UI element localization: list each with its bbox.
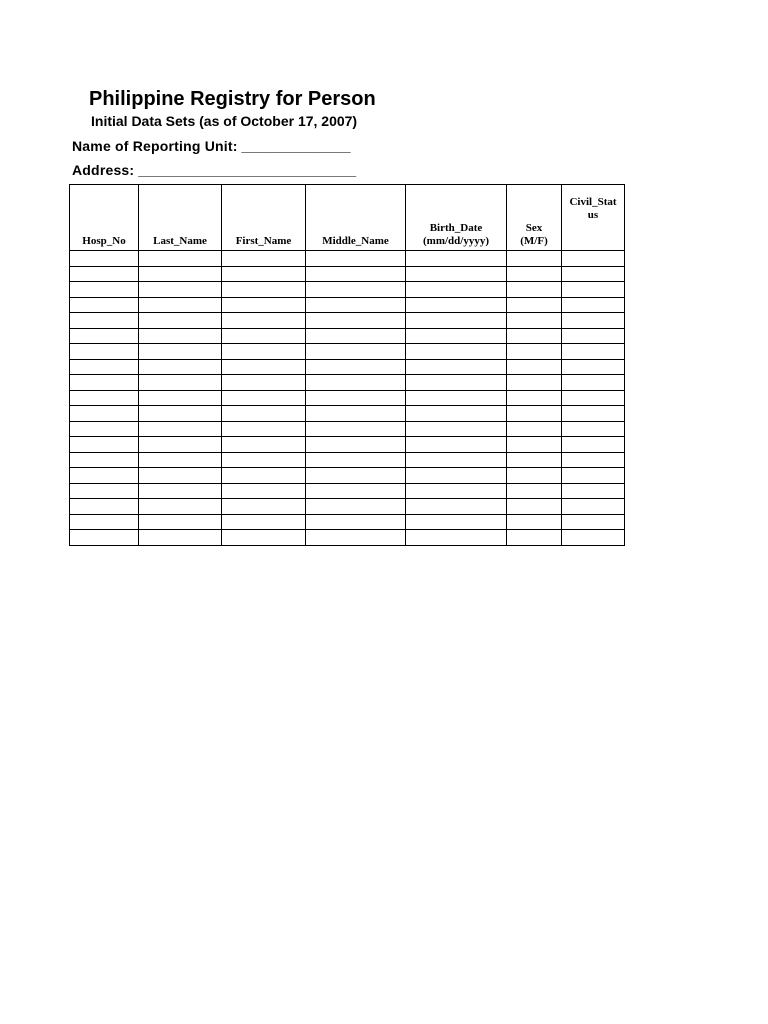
table-cell-birth-date[interactable] [406, 344, 507, 360]
table-row [70, 452, 625, 468]
table-cell-birth-date[interactable] [406, 251, 507, 267]
table-cell-first-name[interactable] [222, 421, 306, 437]
table-cell-sex[interactable] [507, 251, 562, 267]
table-cell-hosp-no[interactable] [70, 375, 139, 391]
table-cell-civil-status[interactable] [562, 313, 625, 329]
table-cell-birth-date[interactable] [406, 530, 507, 546]
table-cell-sex[interactable] [507, 313, 562, 329]
table-cell-first-name[interactable] [222, 483, 306, 499]
reporting-unit-blank: ______________ [241, 138, 351, 154]
table-cell-first-name[interactable] [222, 452, 306, 468]
table-row [70, 499, 625, 515]
table-cell-birth-date[interactable] [406, 297, 507, 313]
table-cell-last-name[interactable] [139, 251, 222, 267]
table-cell-last-name[interactable] [139, 328, 222, 344]
table-cell-civil-status[interactable] [562, 483, 625, 499]
table-cell-first-name[interactable] [222, 251, 306, 267]
column-header-civil-status [562, 185, 625, 251]
table-cell-last-name[interactable] [139, 390, 222, 406]
table-cell-middle-name[interactable] [306, 514, 406, 530]
table-row [70, 266, 625, 282]
table-row [70, 251, 625, 267]
table-cell-last-name[interactable] [139, 452, 222, 468]
column-header-text: Sex [525, 222, 543, 234]
table-cell-hosp-no[interactable] [70, 483, 139, 499]
table-body [70, 251, 625, 546]
table-row [70, 437, 625, 453]
table-cell-civil-status[interactable] [562, 251, 625, 267]
table-cell-birth-date[interactable] [406, 468, 507, 484]
table-row [70, 344, 625, 360]
table-cell-hosp-no[interactable] [70, 313, 139, 329]
table-cell-middle-name[interactable] [306, 344, 406, 360]
column-header-middle-name [306, 185, 406, 251]
column-header-text: Hosp_No [82, 235, 126, 247]
table-cell-hosp-no[interactable] [70, 266, 139, 282]
address-blank: ____________________________ [138, 162, 357, 178]
table-cell-civil-status[interactable] [562, 344, 625, 360]
table-cell-sex[interactable] [507, 437, 562, 453]
table-cell-civil-status[interactable] [562, 328, 625, 344]
table-cell-hosp-no[interactable] [70, 468, 139, 484]
table-cell-last-name[interactable] [139, 297, 222, 313]
table-cell-first-name[interactable] [222, 328, 306, 344]
table-cell-birth-date[interactable] [406, 282, 507, 298]
table-row [70, 406, 625, 422]
table-cell-first-name[interactable] [222, 375, 306, 391]
table-cell-middle-name[interactable] [306, 328, 406, 344]
table-cell-civil-status[interactable] [562, 499, 625, 515]
table-cell-last-name[interactable] [139, 282, 222, 298]
table-cell-birth-date[interactable] [406, 359, 507, 375]
table-cell-hosp-no[interactable] [70, 499, 139, 515]
column-header-subtext: (M/F) [520, 235, 548, 247]
registry-table [69, 184, 625, 546]
table-cell-sex[interactable] [507, 452, 562, 468]
table-cell-birth-date[interactable] [406, 313, 507, 329]
table-cell-sex[interactable] [507, 406, 562, 422]
table-cell-sex[interactable] [507, 375, 562, 391]
table-cell-sex[interactable] [507, 514, 562, 530]
column-header-sex [507, 185, 562, 251]
table-cell-sex[interactable] [507, 297, 562, 313]
table-cell-hosp-no[interactable] [70, 251, 139, 267]
table-cell-first-name[interactable] [222, 437, 306, 453]
table-header-row [70, 185, 625, 251]
table-cell-hosp-no[interactable] [70, 328, 139, 344]
table-cell-civil-status[interactable] [562, 452, 625, 468]
table-cell-first-name[interactable] [222, 406, 306, 422]
table-cell-middle-name[interactable] [306, 406, 406, 422]
table-cell-sex[interactable] [507, 359, 562, 375]
table-cell-hosp-no[interactable] [70, 452, 139, 468]
table-row [70, 313, 625, 329]
table-cell-last-name[interactable] [139, 266, 222, 282]
reporting-unit-label: Name of Reporting Unit: [72, 138, 238, 154]
column-header-hosp-no [70, 185, 139, 251]
table-cell-birth-date[interactable] [406, 328, 507, 344]
table-cell-last-name[interactable] [139, 483, 222, 499]
table-cell-hosp-no[interactable] [70, 297, 139, 313]
table-cell-last-name[interactable] [139, 499, 222, 515]
table-cell-civil-status[interactable] [562, 437, 625, 453]
table-cell-civil-status[interactable] [562, 297, 625, 313]
table-cell-sex[interactable] [507, 344, 562, 360]
table-cell-middle-name[interactable] [306, 468, 406, 484]
table-row [70, 390, 625, 406]
column-header-text: Last_Name [153, 235, 207, 247]
table-cell-sex[interactable] [507, 390, 562, 406]
table-cell-hosp-no[interactable] [70, 421, 139, 437]
table-row [70, 328, 625, 344]
table-cell-sex[interactable] [507, 483, 562, 499]
table-cell-first-name[interactable] [222, 266, 306, 282]
table-cell-middle-name[interactable] [306, 452, 406, 468]
table-cell-sex[interactable] [507, 421, 562, 437]
table-cell-sex[interactable] [507, 530, 562, 546]
document-title: Philippine Registry for Person [89, 88, 376, 110]
table-cell-first-name[interactable] [222, 359, 306, 375]
table-cell-sex[interactable] [507, 266, 562, 282]
table-cell-first-name[interactable] [222, 499, 306, 515]
table-cell-middle-name[interactable] [306, 437, 406, 453]
table-cell-hosp-no[interactable] [70, 390, 139, 406]
table-cell-middle-name[interactable] [306, 282, 406, 298]
table-cell-last-name[interactable] [139, 313, 222, 329]
table-cell-birth-date[interactable] [406, 437, 507, 453]
table-row [70, 530, 625, 546]
table-cell-civil-status[interactable] [562, 375, 625, 391]
table-cell-last-name[interactable] [139, 359, 222, 375]
table-cell-civil-status[interactable] [562, 530, 625, 546]
table-cell-first-name[interactable] [222, 468, 306, 484]
column-header-subtext: us [587, 209, 599, 221]
table-cell-sex[interactable] [507, 328, 562, 344]
table-cell-birth-date[interactable] [406, 483, 507, 499]
table-cell-middle-name[interactable] [306, 375, 406, 391]
table-cell-first-name[interactable] [222, 530, 306, 546]
table-cell-civil-status[interactable] [562, 359, 625, 375]
address-field [72, 161, 356, 179]
table-row [70, 421, 625, 437]
table-cell-last-name[interactable] [139, 375, 222, 391]
table-cell-sex[interactable] [507, 282, 562, 298]
table-cell-hosp-no[interactable] [70, 530, 139, 546]
table-cell-middle-name[interactable] [306, 359, 406, 375]
column-header-text: Birth_Date [429, 222, 483, 234]
column-header-text: Middle_Name [322, 235, 389, 247]
table-cell-middle-name[interactable] [306, 313, 406, 329]
document-subtitle: Initial Data Sets (as of October 17, 2007) [91, 113, 358, 129]
table-cell-last-name[interactable] [139, 468, 222, 484]
table-cell-civil-status[interactable] [562, 266, 625, 282]
column-header-last-name [139, 185, 222, 251]
table-cell-birth-date[interactable] [406, 452, 507, 468]
table-cell-first-name[interactable] [222, 344, 306, 360]
table-cell-birth-date[interactable] [406, 499, 507, 515]
table-row [70, 359, 625, 375]
table-cell-middle-name[interactable] [306, 530, 406, 546]
table-cell-civil-status[interactable] [562, 406, 625, 422]
address-label: Address: [72, 162, 135, 178]
table-cell-birth-date[interactable] [406, 406, 507, 422]
table-cell-last-name[interactable] [139, 514, 222, 530]
table-row [70, 468, 625, 484]
table-cell-last-name[interactable] [139, 530, 222, 546]
table-cell-civil-status[interactable] [562, 390, 625, 406]
table-cell-middle-name[interactable] [306, 297, 406, 313]
table-cell-birth-date[interactable] [406, 266, 507, 282]
table-cell-sex[interactable] [507, 468, 562, 484]
table-cell-hosp-no[interactable] [70, 344, 139, 360]
table-cell-middle-name[interactable] [306, 266, 406, 282]
table-cell-first-name[interactable] [222, 514, 306, 530]
table-cell-civil-status[interactable] [562, 468, 625, 484]
table-cell-first-name[interactable] [222, 282, 306, 298]
table-cell-hosp-no[interactable] [70, 359, 139, 375]
table-cell-first-name[interactable] [222, 313, 306, 329]
table-cell-last-name[interactable] [139, 421, 222, 437]
table-cell-middle-name[interactable] [306, 499, 406, 515]
reporting-unit-field [72, 137, 351, 155]
column-header-first-name [222, 185, 306, 251]
table-cell-middle-name[interactable] [306, 421, 406, 437]
table-cell-last-name[interactable] [139, 344, 222, 360]
column-header-subtext: (mm/dd/yyyy) [423, 235, 489, 247]
table-row [70, 375, 625, 391]
table-cell-birth-date[interactable] [406, 514, 507, 530]
table-cell-middle-name[interactable] [306, 251, 406, 267]
table-cell-hosp-no[interactable] [70, 514, 139, 530]
table-cell-civil-status[interactable] [562, 421, 625, 437]
table-cell-civil-status[interactable] [562, 282, 625, 298]
table-cell-birth-date[interactable] [406, 390, 507, 406]
table-row [70, 483, 625, 499]
table-cell-hosp-no[interactable] [70, 282, 139, 298]
table-cell-middle-name[interactable] [306, 483, 406, 499]
table-row [70, 514, 625, 530]
table-cell-hosp-no[interactable] [70, 437, 139, 453]
table-cell-sex[interactable] [507, 499, 562, 515]
table-row [70, 282, 625, 298]
column-header-text: Civil_Stat [569, 196, 617, 208]
table-cell-civil-status[interactable] [562, 514, 625, 530]
table-cell-first-name[interactable] [222, 390, 306, 406]
column-header-birth-date [406, 185, 507, 251]
table-cell-last-name[interactable] [139, 406, 222, 422]
table-row [70, 297, 625, 313]
table-cell-birth-date[interactable] [406, 421, 507, 437]
column-header-text: First_Name [235, 235, 292, 247]
table-cell-middle-name[interactable] [306, 390, 406, 406]
table-cell-first-name[interactable] [222, 297, 306, 313]
table-cell-hosp-no[interactable] [70, 406, 139, 422]
table-cell-birth-date[interactable] [406, 375, 507, 391]
table-cell-last-name[interactable] [139, 437, 222, 453]
